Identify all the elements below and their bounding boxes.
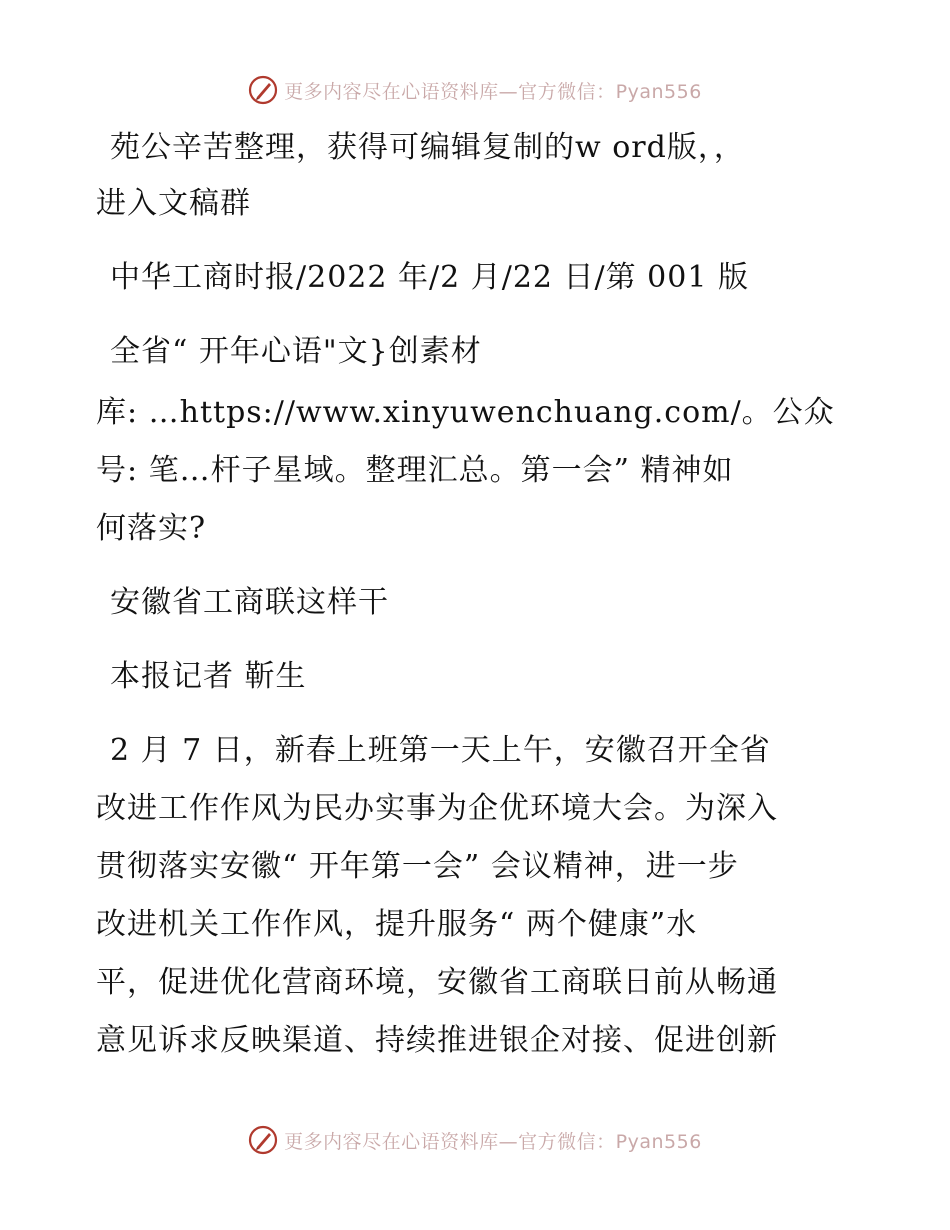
note-line-3: 号: 笔…杆子星域。整理汇总。第一会” 精神如 (96, 453, 734, 488)
subtitle: 安徽省工商联这样干 (110, 585, 389, 620)
body-line: 平，促进优化营商环境，安徽省工商联日前从畅通 (96, 965, 778, 1000)
footer-watermark-text (284, 1127, 702, 1154)
note-line-4: 何落实? (96, 511, 207, 546)
intro-line-2: 进入文稿群 (96, 186, 251, 221)
body-line: 改进机关工作作风，提升服务“ 两个健康”水 (96, 907, 698, 942)
footer-watermark-label: 更多内容尽在心语资料库—官方微信： (284, 1130, 616, 1153)
quill-logo-icon (248, 1125, 278, 1155)
header-watermark (0, 70, 950, 110)
byline: 本报记者 靳生 (110, 659, 307, 694)
note-line-2: 库: …https://www.xinyuwenchuang.com/。公众 (96, 395, 835, 430)
source-line: 中华工商时报/2022 年/2 月/22 日/第 001 版 (110, 260, 749, 295)
header-watermark-text (284, 77, 702, 104)
footer-watermark (0, 1120, 950, 1160)
header-watermark-wechat: Pyan556 (615, 80, 702, 103)
header-watermark-label: 更多内容尽在心语资料库—官方微信： (284, 80, 616, 103)
body-line: 改进工作作风为民办实事为企优环境大会。为深入 (96, 791, 778, 826)
body-line: 2 月 7 日，新春上班第一天上午，安徽召开全省 (110, 733, 771, 768)
quill-logo-icon (248, 75, 278, 105)
intro-line-1: 苑公辛苦整理，获得可编辑复制的w ord版，， (110, 130, 745, 165)
body-line: 意见诉求反映渠道、持续推进银企对接、促进创新 (96, 1023, 778, 1058)
body-line: 贯彻落实安徽“ 开年第一会” 会议精神，进一步 (96, 849, 739, 884)
footer-watermark-wechat: Pyan556 (615, 1130, 702, 1153)
note-line-1: 全省“ 开年心语"文}创素材 (110, 334, 482, 369)
